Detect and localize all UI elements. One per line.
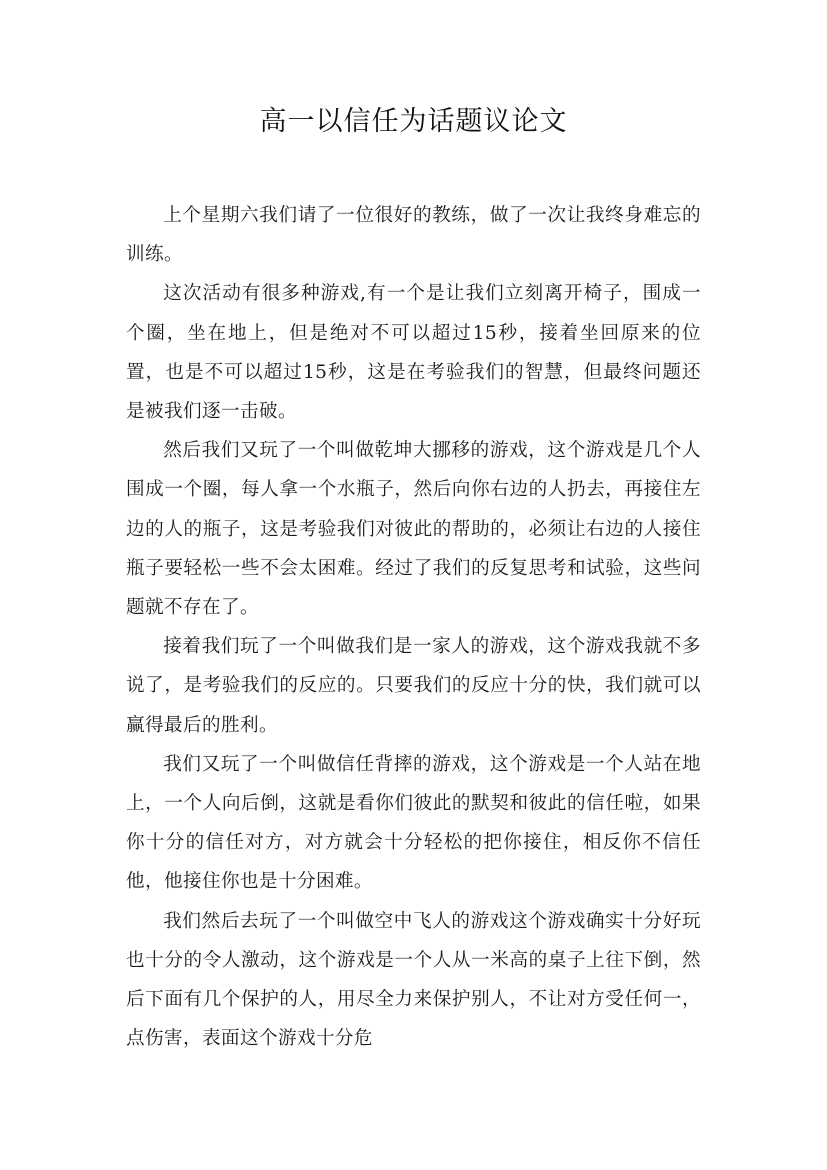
paragraph: 接着我们玩了一个叫做我们是一家人的游戏，这个游戏我就不多说了，是考验我们的反应的。只要我们的反应十分的快，我们就可以赢得最后的胜利。 bbox=[126, 636, 701, 736]
paragraph: 我们然后去玩了一个叫做空中飞人的游戏这个游戏确实十分好玩也十分的令人激动，这个游戏是一个人从一米高的桌子上往下倒，然后下面有几个保护的人，用尽全力来保护别人，不让对方受任何一，点伤害，表面这个游戏十分危 bbox=[126, 910, 701, 1050]
page-title: 高一以信任为话题议论文 bbox=[259, 106, 568, 137]
paragraph: 这次活动有很多种游戏,有一个是让我们立刻离开椅子，围成一个圈，坐在地上，但是绝对不可以超过15秒，接着坐回原来的位置，也是不可以超过15秒，这是在考验我们的智慧，但最终问题还是被我们逐一击破。 bbox=[126, 283, 701, 423]
paragraph: 然后我们又玩了一个叫做乾坤大挪移的游戏，这个游戏是几个人围成一个圈，每人拿一个水瓶子，然后向你右边的人扔去，再接住左边的人的瓶子，这是考验我们对彼此的帮助的，必须让右边的人接住瓶子要轻松一些不会太困难。经过了我们的反复思考和试验，这些问题就不存在了。 bbox=[126, 440, 701, 619]
paragraph: 上个星期六我们请了一位很好的教练，做了一次让我终身难忘的训练。 bbox=[126, 205, 701, 266]
article-body bbox=[126, 196, 701, 1058]
paragraph: 我们又玩了一个叫做信任背摔的游戏，这个游戏是一个人站在地上，一个人向后倒，这就是看你们彼此的默契和彼此的信任啦，如果你十分的信任对方，对方就会十分轻松的把你接住，相反你不信任他，他接住你也是十分困难。 bbox=[126, 753, 701, 893]
